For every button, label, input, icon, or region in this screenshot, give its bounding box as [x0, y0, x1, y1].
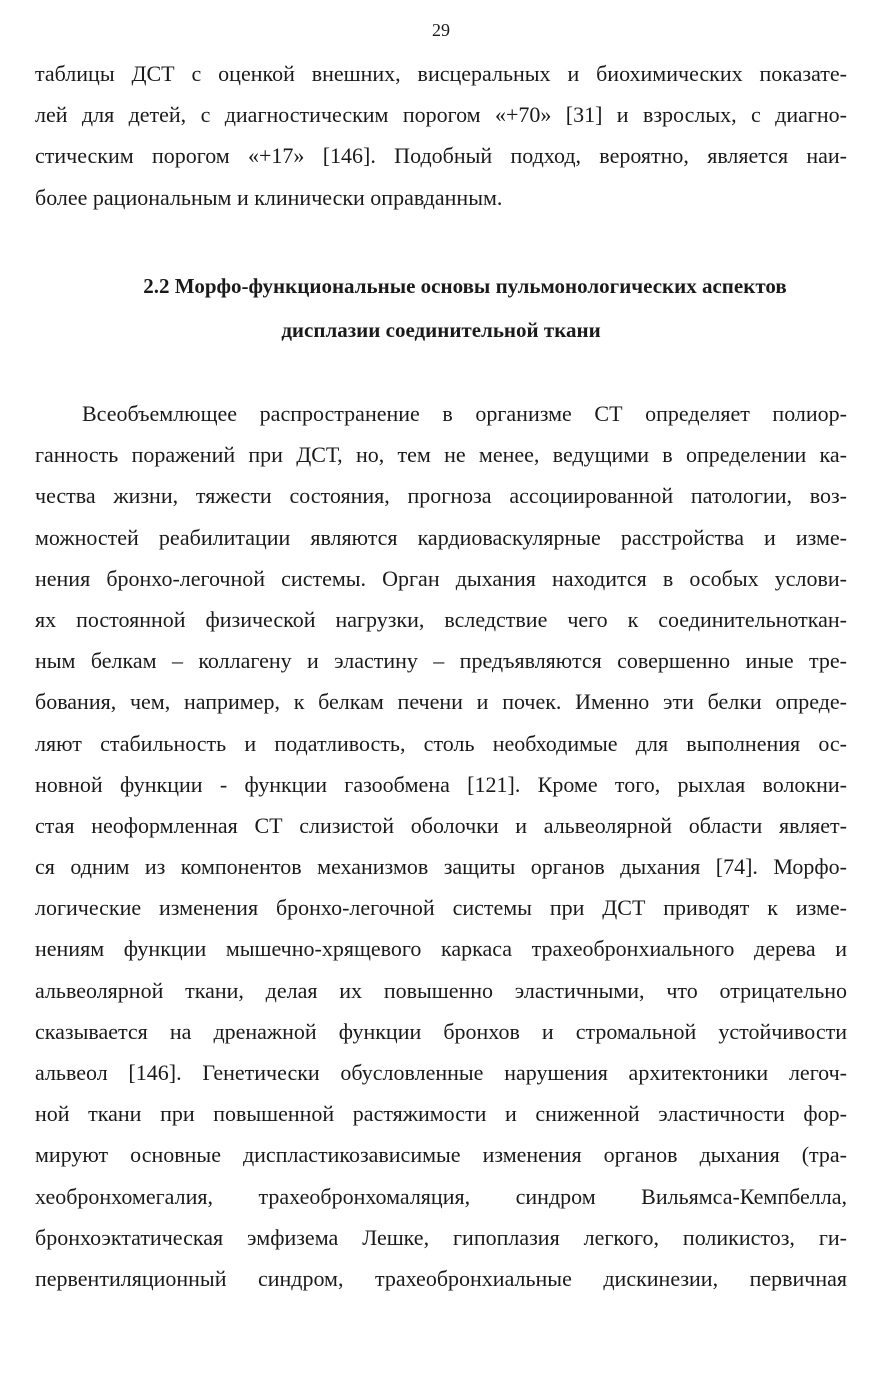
- text-line: ганность поражений при ДСТ, но, тем не менее, ведущими в определении ка-: [35, 442, 847, 468]
- intro-paragraph: [35, 53, 847, 218]
- text-line: ным белкам – коллагену и эластину – предъявляются совершенно иные тре-: [35, 648, 847, 674]
- text-line: ляют стабильность и податливость, столь необходимые для выполнения ос-: [35, 730, 847, 756]
- text-line: более рациональным и клинически оправданным.: [35, 184, 503, 210]
- text-line: альвеолярной ткани, делая их повышенно эластичными, что отрицательно: [35, 977, 847, 1003]
- text-line: бронхоэктатическая эмфизема Лешке, гипоплазия легкого, поликистоз, ги-: [35, 1224, 847, 1250]
- text-line: лей для детей, с диагностическим порогом «+70» [31] и взрослых, с диагно-: [35, 102, 847, 128]
- body-paragraph: [35, 393, 847, 1299]
- text-line: первентиляционный синдром, трахеобронхиальные дискинезии, первичная: [35, 1265, 847, 1291]
- text-line: альвеол [146]. Генетически обусловленные нарушения архитектоники легоч-: [35, 1060, 847, 1085]
- section-heading-line-2: дисплазии соединительной ткани: [281, 318, 601, 342]
- text-line: чества жизни, тяжести состояния, прогноза ассоциированной патологии, воз-: [35, 483, 847, 509]
- text-line: ся одним из компонентов механизмов защиты органов дыхания [74]. Морфо-: [35, 854, 847, 880]
- section-heading: [35, 264, 847, 352]
- text-line: ной ткани при повышенной растяжимости и сниженной эластичности фор-: [35, 1101, 847, 1127]
- text-line: сказывается на дренажной функции бронхов и стромальной устойчивости: [35, 1018, 847, 1044]
- section-heading-line-1: 2.2 Морфо-функциональные основы пульмонологических аспектов: [143, 274, 787, 298]
- text-line: хеобронхомегалия, трахеобронхомаляция, синдром Вильямса-Кемпбелла,: [35, 1183, 847, 1209]
- text-line: новной функции - функции газообмена [121]. Кроме того, рыхлая волокни-: [35, 771, 847, 797]
- text-line: таблицы ДСТ с оценкой внешних, висцеральных и биохимических показате-: [35, 61, 847, 86]
- page-number: 29: [432, 20, 450, 40]
- text-line: логические изменения бронхо-легочной системы при ДСТ приводят к изме-: [35, 895, 847, 921]
- text-line: можностей реабилитации являются кардиоваскулярные расстройства и изме-: [35, 524, 847, 550]
- text-line: стическим порогом «+17» [146]. Подобный подход, вероятно, является наи-: [35, 143, 847, 169]
- text-line: ях постоянной физической нагрузки, вследствие чего к соединительноткан-: [35, 606, 847, 632]
- text-line: бования, чем, например, к белкам печени и почек. Именно эти белки опреде-: [35, 689, 847, 715]
- text-line: стая неоформленная СТ слизистой оболочки и альвеолярной области являет-: [35, 812, 847, 838]
- text-line: нения бронхо-легочной системы. Орган дыхания находится в особых услови-: [35, 565, 847, 591]
- text-line: нениям функции мышечно-хрящевого каркаса трахеобронхиального дерева и: [35, 936, 847, 962]
- text-line: Всеобъемлющее распространение в организме СТ определяет полиор-: [82, 401, 847, 426]
- text-line: мируют основные диспластикозависимые изменения органов дыхания (тра-: [35, 1142, 847, 1168]
